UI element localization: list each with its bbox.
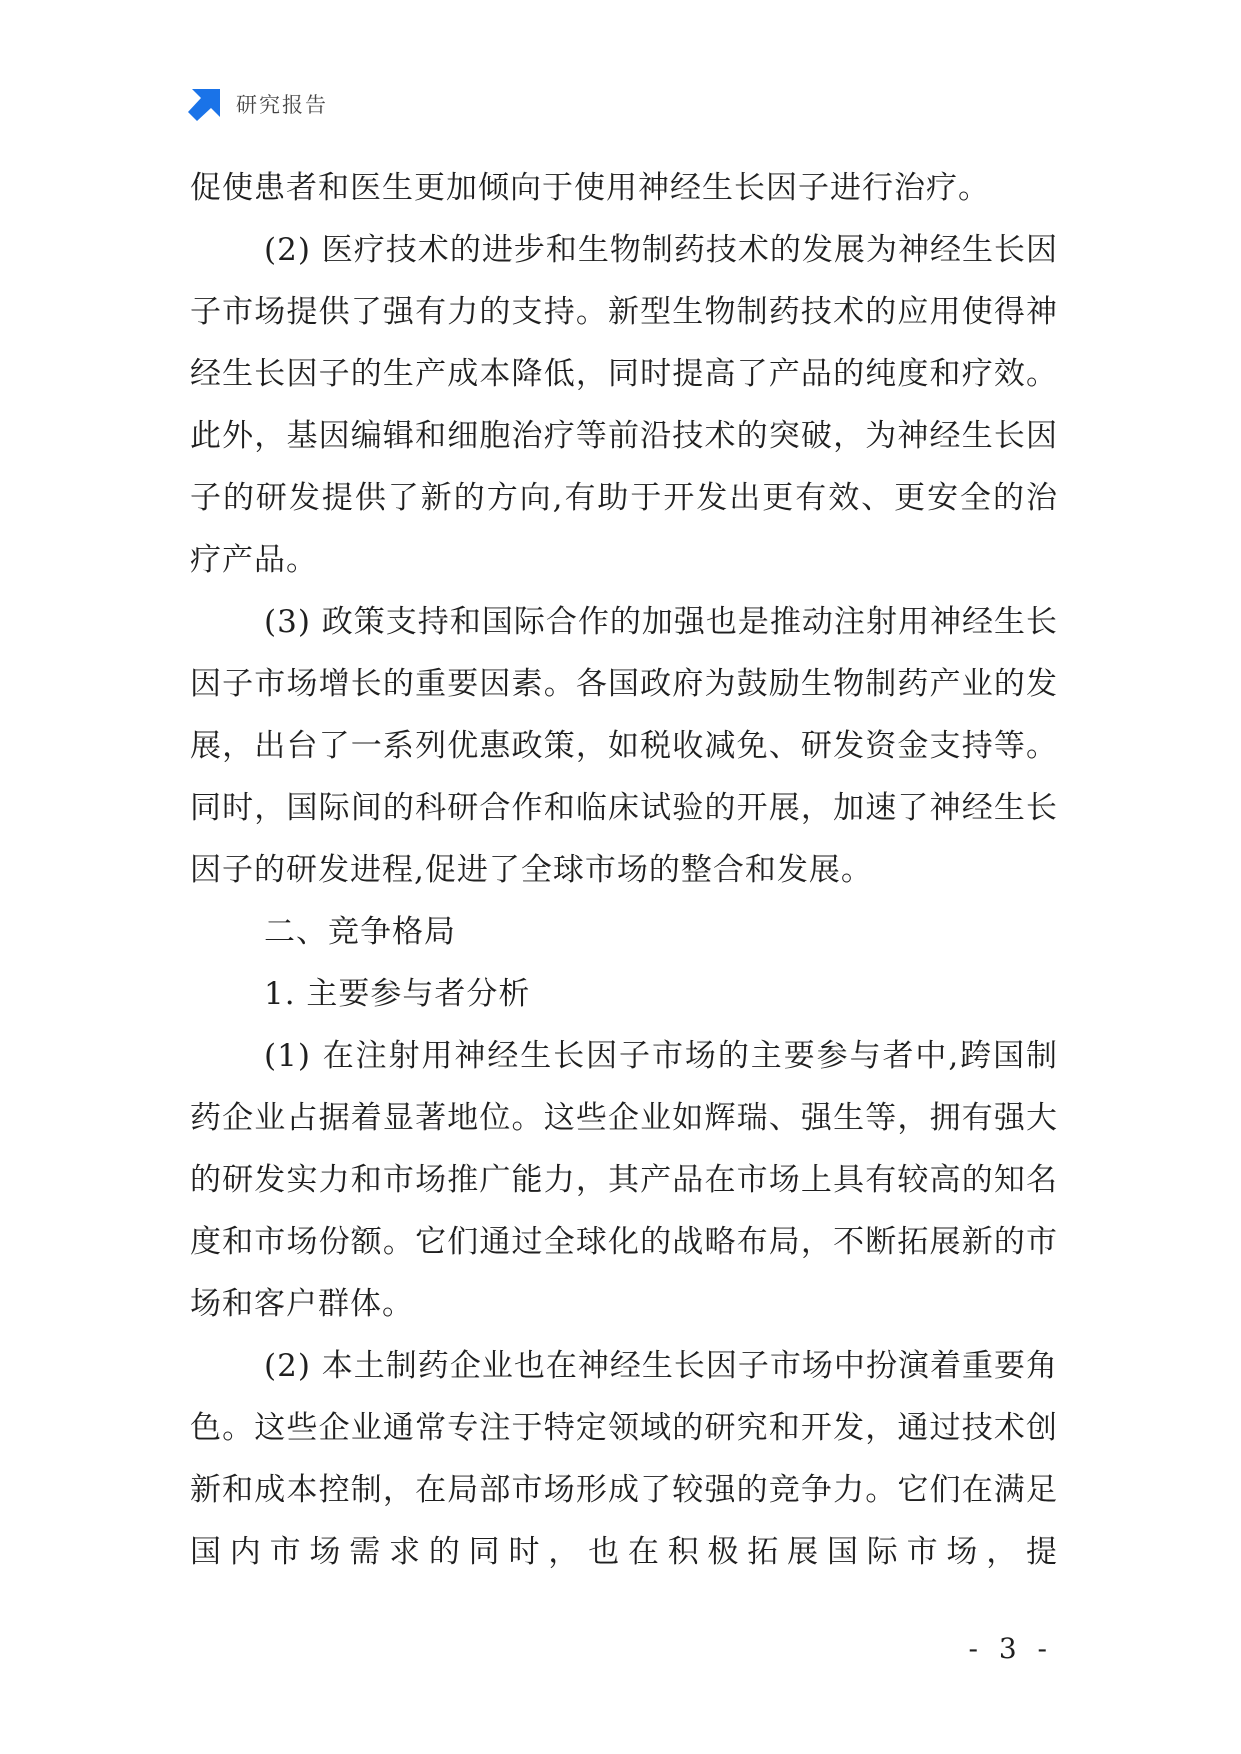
paragraph-3: (3) 政策支持和国际合作的加强也是推动注射用神经生长因子市场增长的重要因素。各国政府为鼓励生物制药产业的发展，出台了一系列优惠政策，如税收减免、研发资金支持等。同时，国际间的科研合作和临床试验的开展，加速了神经生长因子的研发进程,促进了全球市场的整合和发展。 xyxy=(190,604,1058,888)
header-title: 研究报告 xyxy=(236,93,328,117)
paragraph-2: (2) 医疗技术的进步和生物制药技术的发展为神经生长因子市场提供了强有力的支持。新型生物制药技术的应用使得神经生长因子的生产成本降低，同时提高了产品的纯度和疗效。此外，基因编辑和细胞治疗等前沿技术的突破，为神经生长因子的研发提供了新的方向,有助于开发出更有效、更安全的治疗产品。 xyxy=(190,232,1058,578)
section-heading: 二、竞争格局 xyxy=(264,914,456,950)
paragraph-continuation: 促使患者和医生更加倾向于使用神经生长因子进行治疗。 xyxy=(190,170,990,206)
page-header xyxy=(188,86,328,122)
paragraph-4: (1) 在注射用神经生长因子市场的主要参与者中,跨国制药企业占据着显著地位。这些企业如辉瑞、强生等，拥有强大的研发实力和市场推广能力，其产品在市场上具有较高的知名度和市场份额。它们通过全球化的战略布局，不断拓展新的市场和客户群体。 xyxy=(190,1038,1058,1322)
document-body xyxy=(190,157,1058,1583)
arrow-up-right-icon xyxy=(188,87,222,121)
subsection-heading: 1. 主要参与者分析 xyxy=(264,976,531,1012)
paragraph-5: (2) 本土制药企业也在神经生长因子市场中扮演着重要角色。这些企业通常专注于特定领域的研究和开发，通过技术创新和成本控制，在局部市场形成了较强的竞争力。它们在满足国内市场需求的同时，也在积极拓展国际市场，提 xyxy=(190,1348,1058,1570)
page-number: - 3 - xyxy=(968,1632,1053,1665)
